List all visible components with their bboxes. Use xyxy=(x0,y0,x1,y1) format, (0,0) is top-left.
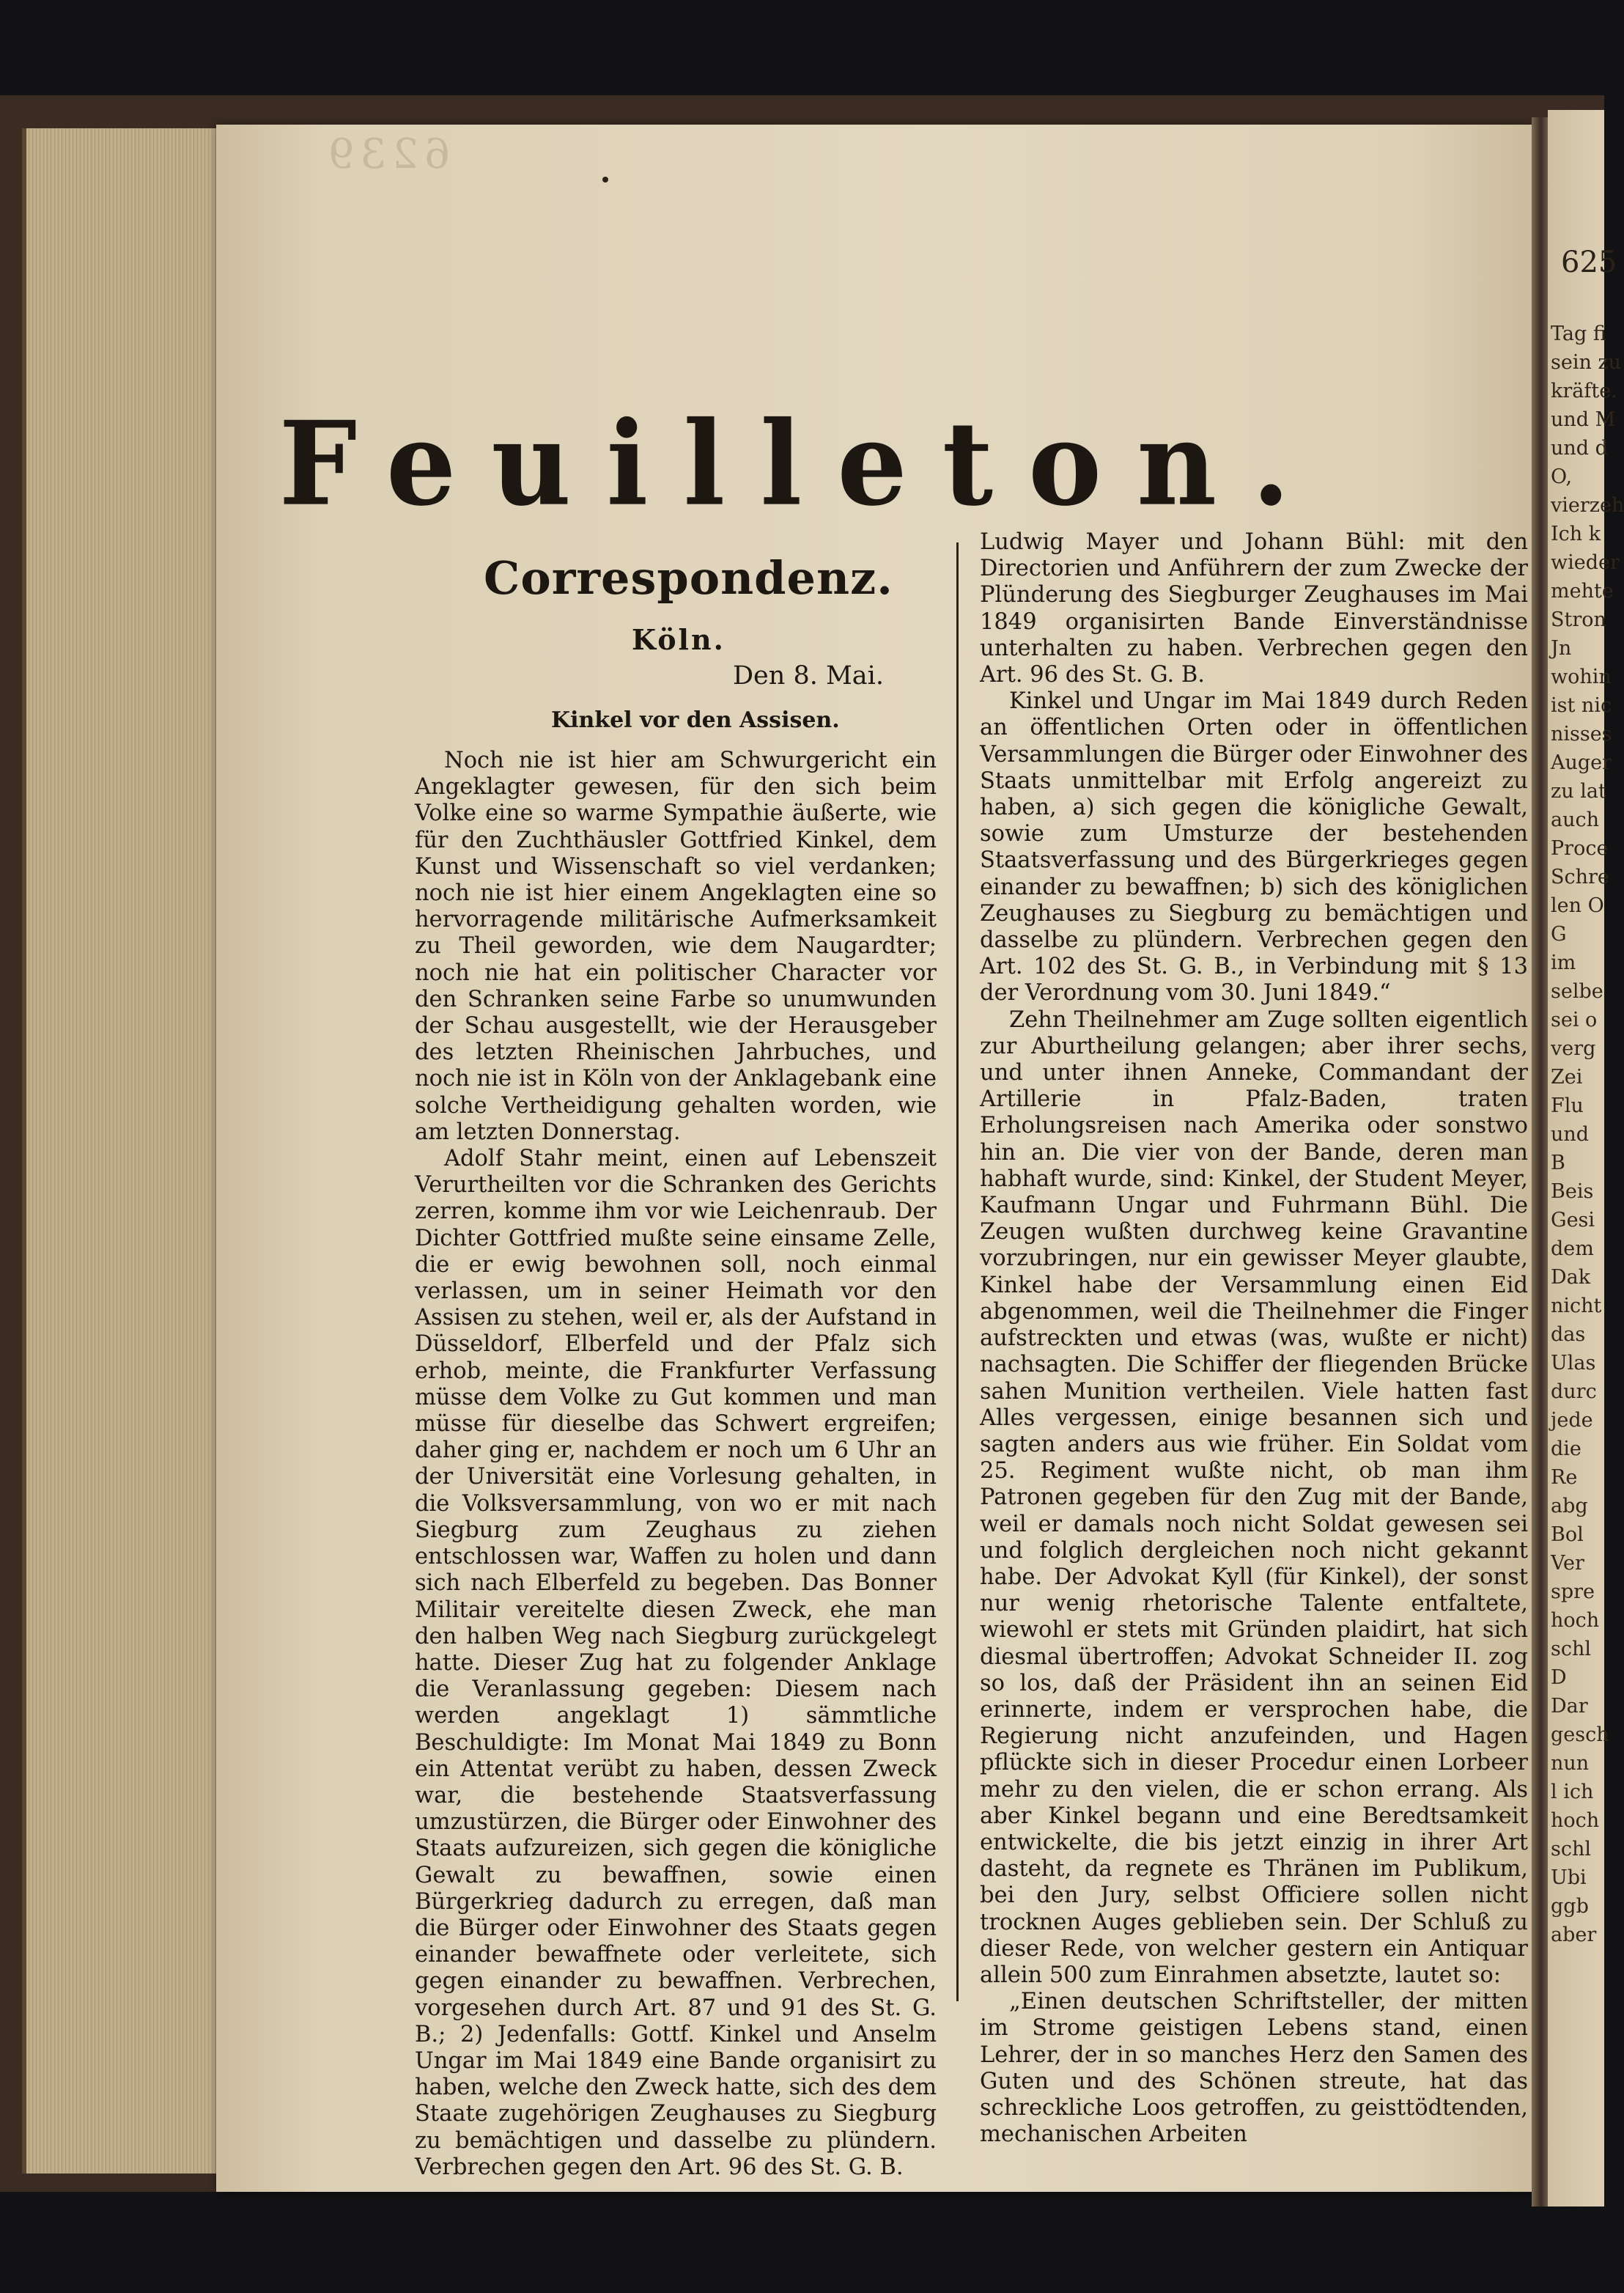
right-page-fragment: auch xyxy=(1551,809,1599,831)
right-page-fragment: jede xyxy=(1551,1409,1593,1432)
paragraph: Noch nie ist hier am Schwurgericht ein Angeklagter gewesen, für den sich beim Volke eine so warme Sympathie äußerte, wie für den Zuchthäusler Gottfried Kinkel, dem Kunst und Wissenschaft so viel verdanken; noch nie ist hier einem Angeklagten eine so hervorragende militärische Aufmerksamkeit zu Theil geworden, wie dem Naugardter; noch nie hat ein politischer Character vor den Schranken seine Farbe so unumwunden der Schau ausgestellt, wie der Herausgeber des letzten Rheinischen Jahrbuches, und noch nie ist in Köln von der Anklagebank eine solche Vertheidigung gehalten worden, wie am letzten Donnerstag. xyxy=(415,748,937,1145)
right-page-fragment: abg xyxy=(1551,1495,1588,1517)
right-page-fragment: l ich xyxy=(1551,1781,1594,1803)
right-page-fragment: das xyxy=(1551,1323,1586,1346)
right-page-fragment: D xyxy=(1551,1666,1567,1689)
dateline-place: Köln. xyxy=(632,623,726,656)
right-page-fragment: Auger xyxy=(1551,751,1612,774)
right-page-fragment: Ver xyxy=(1551,1552,1584,1575)
right-page-fragment: Ubi xyxy=(1551,1866,1587,1889)
right-page-fragment: hoch xyxy=(1551,1809,1600,1832)
right-page-fragment: ist nic xyxy=(1551,694,1612,717)
printer-mark-dot xyxy=(602,177,608,183)
right-page-fragment: Jn xyxy=(1551,637,1572,660)
right-page-fragment: wohin xyxy=(1551,666,1612,688)
right-page-fragment: O, xyxy=(1551,465,1573,488)
right-page-fragment: Re xyxy=(1551,1466,1578,1489)
right-page-fragment: zu lat xyxy=(1551,780,1606,803)
right-page-fragment: Proce xyxy=(1551,837,1609,860)
right-page-fragment: Ich k xyxy=(1551,523,1601,545)
right-page-fragment: kräfte. xyxy=(1551,380,1617,402)
right-page-fragment: len O xyxy=(1551,894,1604,917)
dateline-date: Den 8. Mai. xyxy=(733,661,884,691)
right-page-fragment: Gesi xyxy=(1551,1209,1595,1232)
right-page-fragment: vierzeh xyxy=(1551,494,1624,517)
right-page-fragment: Zei xyxy=(1551,1066,1583,1089)
right-page-fragment: und xyxy=(1551,1123,1590,1146)
paragraph: Ludwig Mayer und Johann Bühl: mit den Directorien und Anführern der zum Zwecke der Plünderung des Siegburger Zeughauses im Mai 1849 organisirten Bande Einverständnisse unterhalten zu haben. Verbrechen gegen den Art. 96 des St. G. B. xyxy=(980,529,1528,688)
right-page-fragment: Tag fi xyxy=(1551,323,1606,345)
right-page-fragment: wieder xyxy=(1551,551,1620,574)
right-page-fragment: Flu xyxy=(1551,1094,1584,1117)
right-page-fragment: mehte xyxy=(1551,580,1614,603)
right-page-fragment: G xyxy=(1551,923,1567,946)
right-page-fragment: nicht xyxy=(1551,1295,1602,1317)
right-page-fragment: sein zu xyxy=(1551,351,1622,374)
right-page-fragment: nun xyxy=(1551,1752,1590,1775)
right-page-fragment: spre xyxy=(1551,1580,1595,1603)
right-page-fragment: und M xyxy=(1551,408,1616,431)
right-page-fragment: und d xyxy=(1551,437,1608,460)
right-page-fragment: Stron xyxy=(1551,608,1606,631)
right-column xyxy=(980,529,1528,2148)
right-page-fragment: sei o xyxy=(1551,1009,1598,1031)
paragraph: Zehn Theilnehmer am Zuge sollten eigentlich zur Aburtheilung gelangen; aber ihrer sechs, und unter ihnen Anneke, Commandant der Artillerie in Pfalz-Baden, traten Erholungsreisen nach Amerika oder sonstwo hin an. Die vier von der Bande, deren man habhaft wurde, sind: Kinkel, der Student Meyer, Kaufmann Ungar und Fuhrmann Bühl. Die Zeugen wußten durchweg keine Gravantine vorzubringen, nur ein gewisser Meyer glaubte, Kinkel habe der Versammlung einen Eid abgenommen, weil die Theilnehmer die Finger aufstreckten und etwas (was, wußte er nicht) nachsagten. Die Schiffer der fliegenden Brücke sahen Munition vertheilen. Viele hatten fast Alles vergessen, einige besannen sich und sagten anders aus wie früher. Ein Soldat vom 25. Regiment wußte nicht, ob man ihm Patronen gegeben für den Zug mit der Bande, weil er damals noch nicht Soldat gewesen sei und folglich dergleichen noch nicht gekannt habe. Der Advokat Kyll (für Kinkel), der sonst nur wenig rhetorische Talente entfaltete, wiewohl er stets mit Gründen plaidirt, hat sich diesmal übertroffen; Advokat Schneider II. zog so los, daß der Präsident ihn an seinen Eid erinnerte, indem er versprochen habe, die Regierung nicht anzufeinden, und Hagen pflückte sich in dieser Procedur einen Lorbeer mehr zu den vielen, die er schon errang. Als aber Kinkel begann und eine Beredtsamkeit entwickelte, die bis jetzt einzig in ihrer Art dasteht, da regnete es Thränen im Publikum, bei den Jury, selbst Officiere sollen nicht trocknen Auges geblieben sein. Der Schluß zu dieser Rede, von welcher gestern ein Antiquar allein 500 zum Einrahmen absetzte, lautet so: xyxy=(980,1006,1528,1988)
right-page-fragment: Ulas xyxy=(1551,1352,1596,1374)
right-page-fragment: im xyxy=(1551,952,1576,974)
bleed-through-number: 6239 xyxy=(322,130,451,178)
right-page-fragment: verg xyxy=(1551,1037,1596,1060)
right-page-fragment: schl xyxy=(1551,1638,1592,1660)
right-page-fragment: durc xyxy=(1551,1380,1597,1403)
right-page-fragment: Beis xyxy=(1551,1180,1594,1203)
right-page-fragment: Bol xyxy=(1551,1523,1584,1546)
page-number: 625 xyxy=(1561,246,1617,279)
right-page-fragment: schl xyxy=(1551,1838,1592,1860)
right-page-fragment: selbe xyxy=(1551,980,1603,1003)
right-page-fragment: B xyxy=(1551,1152,1565,1174)
right-page-fragment: gesch xyxy=(1551,1723,1609,1746)
paragraph: Adolf Stahr meint, einen auf Lebenszeit Verurtheilten vor die Schranken des Gerichts zerren, komme ihm vor wie Leichenraub. Der Dichter Gottfried mußte seine einsame Zelle, die er ewig bewohnen soll, noch einmal verlassen, um in seiner Heimath vor den Assisen zu stehen, weil er, als der Aufstand in Düsseldorf, Elberfeld und der Pfalz sich erhob, meinte, die Frankfurter Verfassung müsse dem Volke zu Gut kommen und man müsse für dieselbe das Schwert ergreifen; daher ging er, nachdem er noch um 6 Uhr an der Universität eine Vorlesung gehalten, in die Volksversammlung, von wo er mit nach Siegburg zum Zeughaus zu ziehen entschlossen war, Waffen zu holen und dann sich nach Elberfeld zu begeben. Das Bonner Militair vereitelte diesen Zweck, ehe man den halben Weg nach Siegburg zurückgelegt hatte. Dieser Zug hat zu folgender Anklage die Veranlassung gegeben: Diesem nach werden angeklagt 1) sämmtliche Beschuldigte: Im Monat Mai 1849 zu Bonn ein Attentat verübt zu haben, dessen Zweck war, die bestehende Staatsverfassung umzustürzen, die Bürger oder Einwohner des Staats aufzureizen, sich gegen die königliche Gewalt zu bewaffnen, sowie einen Bürgerkrieg dadurch zu erregen, daß man die Bürger oder Einwohner des Staats gegen einander bewaffnete oder verleitete, sich gegen einander zu bewaffnen. Verbrechen, vorgesehen durch Art. 87 und 91 des St. G. B.; 2) Jedenfalls: Gottf. Kinkel und Anselm Ungar im Mai 1849 eine Bande organisirt zu haben, welche den Zweck hatte, sich des dem Staate zugehörigen Zeughauses zu Siegburg zu bemächtigen und dasselbe zu plündern. Verbrechen gegen den Art. 96 des St. G. B. xyxy=(415,1146,937,2180)
right-page-fragment: Dak xyxy=(1551,1266,1591,1289)
page-title: Feuilleton. xyxy=(278,396,1326,532)
section-heading: Correspondenz. xyxy=(484,551,893,605)
right-page-fragment: nisses xyxy=(1551,723,1612,746)
right-page-fragment: aber xyxy=(1551,1924,1597,1946)
right-page-fragment: Dar xyxy=(1551,1695,1588,1718)
right-page-fragment: hoch xyxy=(1551,1609,1600,1632)
right-page-fragment: Schre xyxy=(1551,866,1609,888)
article-subtitle: Kinkel vor den Assisen. xyxy=(551,707,840,733)
right-page-fragment: ggb xyxy=(1551,1895,1589,1918)
paragraph: Kinkel und Ungar im Mai 1849 durch Reden an öffentlichen Orten oder in öffentlichen Versammlungen die Bürger oder Einwohner des Staats unmittelbar mit Erfolg angereizt zu haben, a) sich gegen die königliche Gewalt, sowie zum Umsturze der bestehenden Staatsverfassung und des Bürgerkrieges gegen einander zu bewaffnen; b) sich des königlichen Zeughauses zu Siegburg zu bemächtigen und dasselbe zu plündern. Verbrechen gegen den Art. 102 des St. G. B., in Verbindung mit § 13 der Verordnung vom 30. Juni 1849.“ xyxy=(980,688,1528,1006)
right-page-fragment: dem xyxy=(1551,1237,1594,1260)
right-page-fragment: die xyxy=(1551,1438,1581,1460)
paragraph: „Einen deutschen Schriftsteller, der mitten im Strome geistigen Lebens stand, einen Lehrer, der in so manches Herz den Samen des Guten und des Schönen streute, hat das schreckliche Loos getroffen, zu geisttödtenden, mechanischen Arbeiten xyxy=(980,1989,1528,2148)
column-rule xyxy=(956,542,959,2001)
